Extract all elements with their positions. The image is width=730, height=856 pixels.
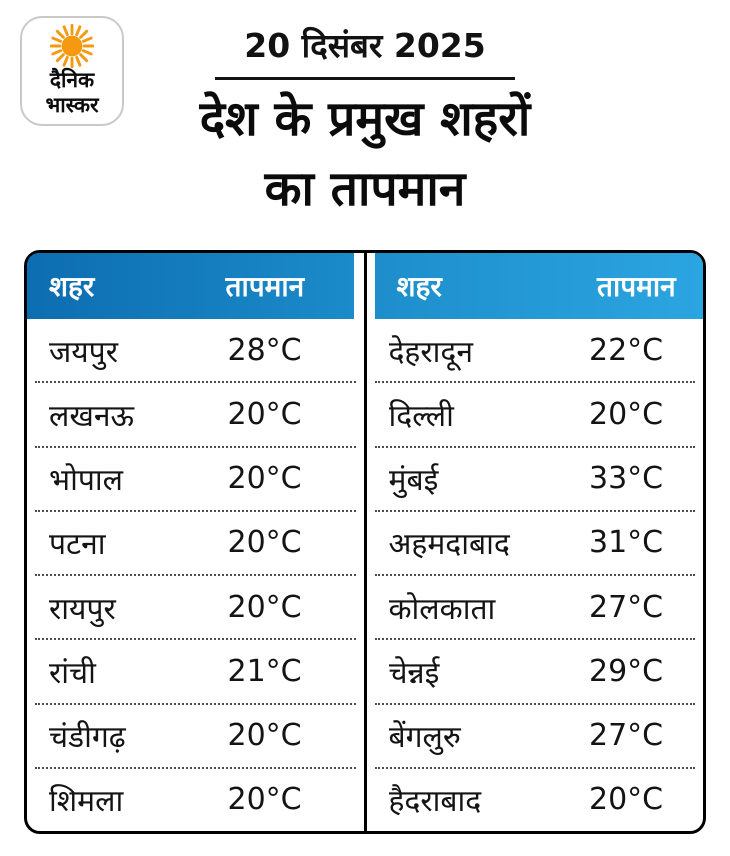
- temperature-value: 27°C: [589, 589, 664, 625]
- temperature-value: 20°C: [227, 396, 302, 432]
- temperature-value: 27°C: [589, 718, 664, 754]
- city-name: अहमदाबाद: [388, 527, 510, 563]
- city-name: रायपुर: [49, 591, 116, 627]
- city-name: भोपाल: [49, 463, 124, 499]
- page-title-line2: का तापमान: [264, 161, 466, 217]
- city-name: दिल्ली: [388, 398, 454, 434]
- table-row: [375, 319, 696, 383]
- table-row: [35, 448, 356, 512]
- left-table-header: [27, 253, 354, 319]
- temperature-value: 28°C: [227, 332, 302, 368]
- logo-wordmark: [45, 68, 98, 118]
- right-table-body: [367, 319, 704, 831]
- city-name: कोलकाता: [388, 591, 496, 627]
- column-header-city: शहर: [396, 270, 442, 303]
- column-header-temp: तापमान: [225, 270, 305, 303]
- table-row: [35, 383, 356, 447]
- city-name: पटना: [49, 527, 106, 563]
- table-row: [35, 640, 356, 704]
- dainik-bhaskar-logo: [20, 16, 124, 126]
- temperature-value: 29°C: [589, 653, 664, 689]
- temperature-value: 21°C: [227, 653, 302, 689]
- city-name: देहरादून: [388, 334, 473, 370]
- date-underline: [215, 77, 515, 80]
- table-row: [375, 448, 696, 512]
- table-row: [35, 769, 356, 831]
- city-name: रांची: [49, 655, 96, 691]
- city-name: लखनऊ: [49, 398, 135, 434]
- page-title-line1: देश के प्रमुख शहरों: [199, 91, 531, 147]
- city-name: जयपुर: [49, 334, 118, 370]
- temperature-value: 20°C: [227, 718, 302, 754]
- right-table: [367, 253, 704, 831]
- city-name: चेन्नई: [388, 655, 440, 691]
- logo-word-line1: दैनिक: [49, 68, 95, 92]
- temperature-value: 20°C: [589, 396, 664, 432]
- table-row: [375, 383, 696, 447]
- city-name: मुंबई: [388, 463, 439, 499]
- logo-word-line2: भास्कर: [45, 93, 99, 117]
- city-name: हैदराबाद: [388, 784, 482, 820]
- table-row: [375, 512, 696, 576]
- temperature-value: 20°C: [227, 782, 302, 818]
- date-heading: 20 दिसंबर 2025: [244, 26, 486, 65]
- table-row: [375, 576, 696, 640]
- column-header-temp: तापमान: [597, 270, 676, 303]
- temperature-value: 33°C: [589, 461, 664, 497]
- temperature-value: 31°C: [589, 525, 664, 561]
- temperature-value: 22°C: [589, 332, 664, 368]
- table-row: [375, 640, 696, 704]
- temperature-value: 20°C: [227, 525, 302, 561]
- column-header-city: शहर: [49, 270, 95, 303]
- sun-icon: [50, 24, 94, 68]
- city-name: बेंगलुरु: [388, 720, 461, 756]
- left-table: [27, 253, 367, 831]
- table-row: [375, 705, 696, 769]
- table-row: [375, 769, 696, 831]
- temperature-table: [24, 250, 706, 834]
- temperature-value: 20°C: [227, 589, 302, 625]
- table-row: [35, 512, 356, 576]
- city-name: शिमला: [49, 784, 124, 820]
- temperature-value: 20°C: [589, 782, 664, 818]
- table-row: [35, 319, 356, 383]
- city-name: चंडीगढ़: [49, 720, 126, 756]
- temperature-value: 20°C: [227, 461, 302, 497]
- left-table-body: [27, 319, 364, 831]
- right-table-header: [375, 253, 704, 319]
- table-row: [35, 705, 356, 769]
- table-row: [35, 576, 356, 640]
